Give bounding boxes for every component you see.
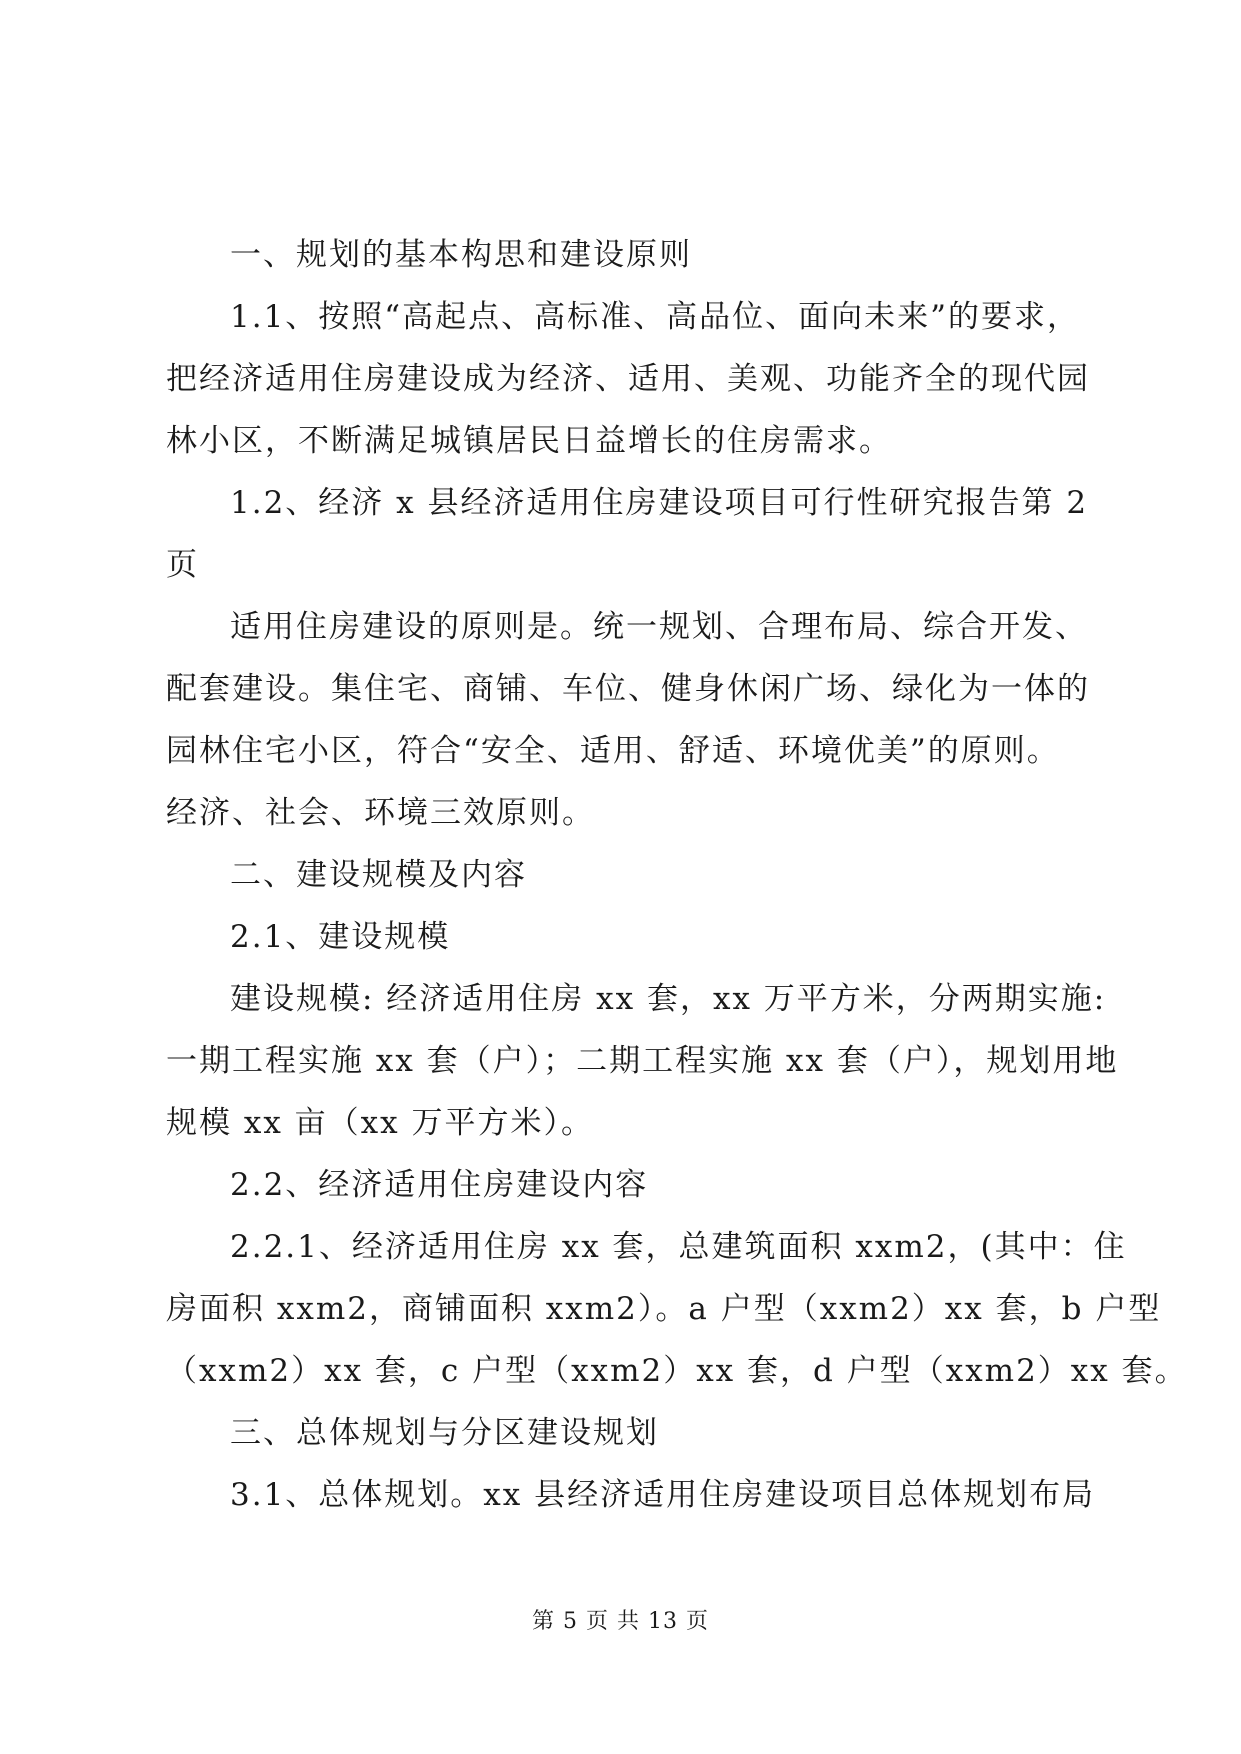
section-heading-3 — [166, 1402, 1078, 1464]
text-line: （xxm2）xx 套，c 户型（xxm2）xx 套，d 户型（xxm2）xx 套。 — [166, 1353, 1188, 1389]
paragraph-3-1 — [166, 1464, 1096, 1526]
paragraph-1-1 — [166, 286, 1090, 472]
section-heading-2 — [166, 844, 1078, 906]
text-line: 规模 xx 亩（xx 万平方米）。 — [166, 1105, 594, 1141]
text-line: 三、总体规划与分区建设规划 — [230, 1415, 659, 1451]
text-line: 2.2.1、经济适用住房 xx 套，总建筑面积 xxm2，(其中：住 — [230, 1229, 1127, 1265]
text-line: 把经济适用住房建设成为经济、适用、美观、功能齐全的现代园 — [166, 361, 1090, 397]
text-line: 二、建设规模及内容 — [230, 857, 527, 893]
text-line: 适用住房建设的原则是。统一规划、合理布局、综合开发、 — [230, 609, 1088, 645]
subsection-heading-2-2 — [166, 1154, 1078, 1216]
paragraph-principles — [166, 596, 1090, 844]
section-heading-1 — [166, 224, 1078, 286]
text-line: 页 — [166, 547, 199, 583]
text-line: 一、规划的基本构思和建设原则 — [230, 237, 692, 273]
document-body — [166, 224, 1188, 1526]
text-line: 配套建设。集住宅、商铺、车位、健身休闲广场、绿化为一体的 — [166, 671, 1090, 707]
text-line: 2.1、建设规模 — [230, 919, 451, 955]
text-line: 房面积 xxm2，商铺面积 xxm2）。a 户型（xxm2）xx 套，b 户型 — [166, 1291, 1162, 1327]
page-number-footer: 第 5 页 共 13 页 — [532, 1609, 709, 1634]
text-line: 1.1、按照“高起点、高标准、高品位、面向未来”的要求， — [230, 299, 1080, 335]
paragraph-2-2-1 — [166, 1216, 1188, 1402]
text-line: 3.1、总体规划。xx 县经济适用住房建设项目总体规划布局 — [230, 1477, 1096, 1513]
text-line: 2.2、经济适用住房建设内容 — [230, 1167, 649, 1203]
subsection-heading-2-1 — [166, 906, 1078, 968]
paragraph-1-2 — [166, 472, 1089, 596]
text-line: 建设规模: 经济适用住房 xx 套，xx 万平方米，分两期实施: — [230, 981, 1107, 1017]
text-line: 1.2、经济 x 县经济适用住房建设项目可行性研究报告第 2 — [230, 485, 1089, 521]
text-line: 园林住宅小区，符合“安全、适用、舒适、环境优美”的原则。 — [166, 733, 1060, 769]
paragraph-scale — [166, 968, 1119, 1154]
text-line: 一期工程实施 xx 套（户）；二期工程实施 xx 套（户），规划用地 — [166, 1043, 1119, 1079]
text-line: 经济、社会、环境三效原则。 — [166, 795, 595, 831]
text-line: 林小区，不断满足城镇居民日益增长的住房需求。 — [166, 423, 892, 459]
